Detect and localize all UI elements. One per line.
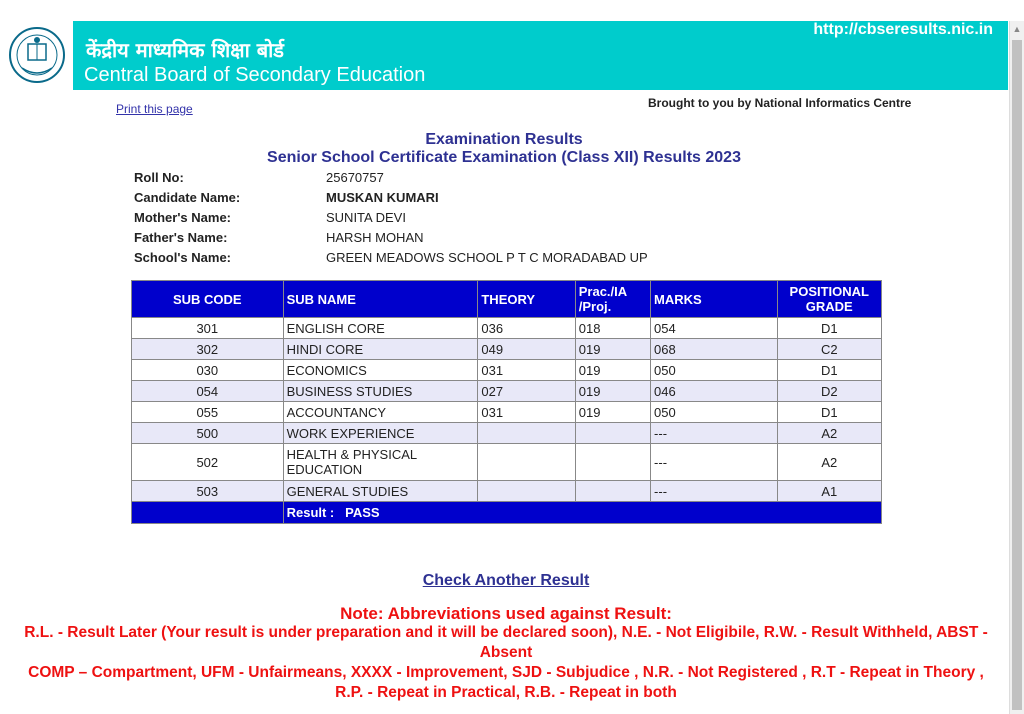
candidate-name-value: MUSKAN KUMARI (326, 190, 439, 205)
sub-code-cell: 030 (132, 360, 284, 381)
practical-cell: 018 (575, 318, 650, 339)
results-heading: Examination Results (425, 131, 583, 148)
table-row (132, 444, 882, 481)
marks-cell: --- (651, 481, 778, 502)
sub-code-cell: 301 (132, 318, 284, 339)
col-header-grade: POSITIONAL GRADE (777, 281, 881, 318)
result-cell (283, 502, 881, 524)
sub-name-cell: HINDI CORE (283, 339, 478, 360)
marks-cell: 068 (651, 339, 778, 360)
grade-cell: C2 (777, 339, 881, 360)
theory-cell: 049 (478, 339, 575, 360)
grade-cell: D1 (777, 360, 881, 381)
sub-name-cell: BUSINESS STUDIES (283, 381, 478, 402)
col-header-marks: MARKS (651, 281, 778, 318)
col-header-sub-name: SUB NAME (283, 281, 478, 318)
sub-name-cell: ENGLISH CORE (283, 318, 478, 339)
table-row (132, 318, 882, 339)
grade-cell: D1 (777, 318, 881, 339)
print-page-link[interactable]: Print this page (116, 102, 193, 116)
father-name-value: HARSH MOHAN (326, 230, 424, 245)
marks-cell: --- (651, 444, 778, 481)
table-row (132, 381, 882, 402)
practical-cell (575, 481, 650, 502)
school-name-value: GREEN MEADOWS SCHOOL P T C MORADABAD UP (326, 250, 648, 265)
exam-subheading: Senior School Certificate Examination (Class XII) Results 2023 (267, 149, 741, 166)
note-line: Absent (479, 644, 533, 661)
grade-cell: A2 (777, 444, 881, 481)
roll-no-value: 25670757 (326, 170, 384, 185)
grade-cell: A1 (777, 481, 881, 502)
theory-cell: 031 (478, 360, 575, 381)
theory-cell (478, 481, 575, 502)
sub-code-cell: 055 (132, 402, 284, 423)
table-header-row (132, 281, 882, 318)
theory-cell: 031 (478, 402, 575, 423)
sub-code-cell: 054 (132, 381, 284, 402)
sub-code-cell: 302 (132, 339, 284, 360)
practical-cell (575, 444, 650, 481)
practical-cell: 019 (575, 360, 650, 381)
father-name-label: Father's Name: (134, 230, 228, 245)
result-label: Result : (286, 505, 335, 520)
scroll-up-arrow-icon[interactable]: ▲ (1012, 24, 1022, 34)
practical-cell (575, 423, 650, 444)
site-url: http://cbseresults.nic.in (813, 21, 993, 38)
scrollbar-thumb[interactable] (1012, 40, 1022, 710)
theory-cell (478, 423, 575, 444)
result-spacer-cell (132, 502, 284, 524)
note-line: R.L. - Result Later (Your result is under preparation and it will be declared soon), N.E. - Not Eligibile, R.W. - Result Withheld, ABST - (24, 624, 988, 641)
marks-cell: 050 (651, 360, 778, 381)
grade-cell: A2 (777, 423, 881, 444)
candidate-name-label: Candidate Name: (134, 190, 241, 205)
sub-name-cell: ECONOMICS (283, 360, 478, 381)
note-title: Note: Abbreviations used against Result: (340, 604, 672, 623)
school-name-label: School's Name: (134, 250, 232, 265)
table-row (132, 423, 882, 444)
col-header-theory: THEORY (478, 281, 575, 318)
theory-cell (478, 444, 575, 481)
marks-cell: 050 (651, 402, 778, 423)
note-line: R.P. - Repeat in Practical, R.B. - Repeat in both (335, 684, 677, 701)
table-row (132, 339, 882, 360)
table-row (132, 481, 882, 502)
mother-name-label: Mother's Name: (134, 210, 231, 225)
result-row (132, 502, 882, 524)
result-value: PASS (345, 505, 380, 520)
table-body (132, 318, 882, 502)
table-row (132, 360, 882, 381)
roll-no-label: Roll No: (134, 170, 184, 185)
sub-name-cell: ACCOUNTANCY (283, 402, 478, 423)
marks-cell: 054 (651, 318, 778, 339)
practical-cell: 019 (575, 381, 650, 402)
grade-cell: D1 (777, 402, 881, 423)
sub-name-cell: WORK EXPERIENCE (283, 423, 478, 444)
marks-cell: --- (651, 423, 778, 444)
check-another-result-link[interactable]: Check Another Result (422, 572, 590, 589)
provider-credit: Brought to you by National Informatics Centre (648, 96, 912, 110)
col-header-practical: Prac./IA /Proj. (575, 281, 650, 318)
sub-code-cell: 500 (132, 423, 284, 444)
cbse-emblem-icon (8, 24, 66, 86)
table-row (132, 402, 882, 423)
sub-code-cell: 503 (132, 481, 284, 502)
practical-cell: 019 (575, 339, 650, 360)
marks-cell: 046 (651, 381, 778, 402)
board-title-hindi: केंद्रीय माध्यमिक शिक्षा बोर्ड (86, 38, 285, 62)
theory-cell: 036 (478, 318, 575, 339)
practical-cell: 019 (575, 402, 650, 423)
mother-name-value: SUNITA DEVI (326, 210, 406, 225)
sub-name-cell: HEALTH & PHYSICAL EDUCATION (283, 444, 478, 481)
marks-table (131, 280, 882, 524)
sub-name-cell: GENERAL STUDIES (283, 481, 478, 502)
theory-cell: 027 (478, 381, 575, 402)
sub-code-cell: 502 (132, 444, 284, 481)
col-header-sub-code: SUB CODE (132, 281, 284, 318)
note-line: COMP – Compartment, UFM - Unfairmeans, XXXX - Improvement, SJD - Subjudice , N.R. - Not Registered , R.T - Repeat in Theory , (28, 664, 984, 681)
board-title-english: Central Board of Secondary Education (84, 64, 426, 86)
grade-cell: D2 (777, 381, 881, 402)
